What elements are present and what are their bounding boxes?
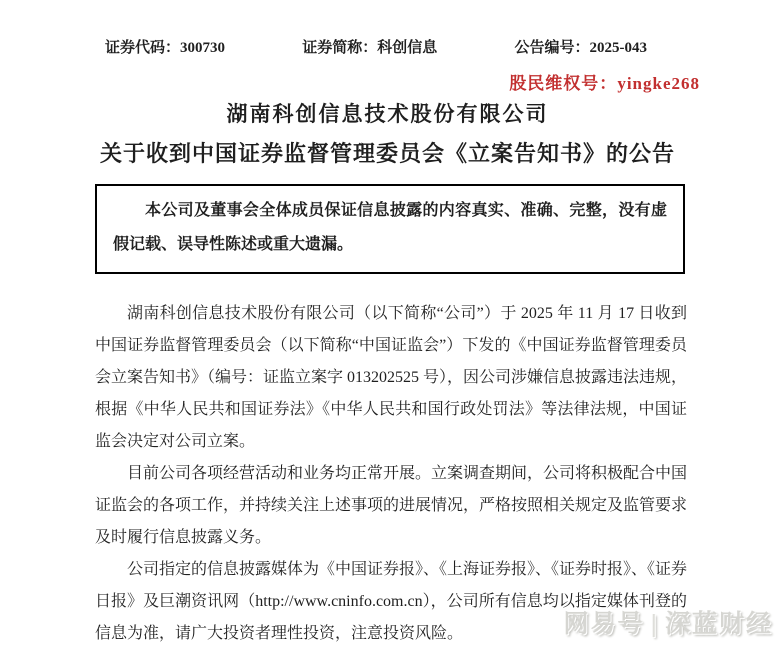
stock-abbr-field xyxy=(302,36,437,57)
stock-code-value: 300730 xyxy=(180,40,226,56)
rights-protection-label: 股民维权号： xyxy=(509,74,618,93)
disclaimer-text: 本公司及董事会全体成员保证信息披露的内容真实、准确、完整，没有虚假记载、误导性陈述或重大遗漏。 xyxy=(113,202,667,253)
disclaimer-box xyxy=(95,184,685,274)
announcement-title: 关于收到中国证券监督管理委员会《立案告知书》的公告 xyxy=(99,141,675,166)
watermark xyxy=(563,604,773,640)
stock-code-label: 证券代码： xyxy=(105,40,181,56)
company-name-title: 湖南科创信息技术股份有限公司 xyxy=(226,102,549,126)
rights-protection-line xyxy=(0,69,700,94)
watermark-platform: 网易号 xyxy=(563,610,645,638)
stock-code-field xyxy=(105,36,225,57)
body-paragraph-investigation-notice: 湖南科创信息技术股份有限公司（以下简称“公司”）于 2025 年 11 月 17 日收到中国证券监督管理委员会（以下简称“中国证监会”）下发的《中国证券监督管理委员会立案告知书》（编号：证监立案字 013202525 号），因公司涉嫌信息披露违法违规，根据《中华人民共和国证券法》《中华人民共和国行政处罚法》等法律法规，中国证监会决定对公司立案。 xyxy=(95,305,688,450)
announcement-number-label: 公告编号： xyxy=(514,40,590,56)
rights-protection-value: yingke268 xyxy=(617,74,700,93)
stock-abbr-value: 科创信息 xyxy=(377,40,438,56)
securities-header-row xyxy=(105,36,647,57)
watermark-account: 深蓝财经 xyxy=(664,610,773,638)
announcement-number-value: 2025-043 xyxy=(589,40,647,56)
announcement-number-field xyxy=(514,36,647,57)
stock-abbr-label: 证券简称： xyxy=(302,40,378,56)
announcement-body xyxy=(95,298,687,650)
body-paragraph-disclosure-media: 公司指定的信息披露媒体为《中国证券报》、《上海证券报》、《证券时报》、《证券日报》及巨潮资讯网（http://www.cninfo.com.cn），公司所有信息均以指定媒体刊登的信息为准，请广大投资者理性投资，注意投资风险。 xyxy=(95,561,688,642)
watermark-divider: | xyxy=(650,610,659,638)
body-paragraph-business-status: 目前公司各项经营活动和业务均正常开展。立案调查期间，公司将积极配合中国证监会的各项工作，并持续关注上述事项的进展情况，严格按照相关规定及监管要求及时履行信息披露义务。 xyxy=(95,465,688,546)
